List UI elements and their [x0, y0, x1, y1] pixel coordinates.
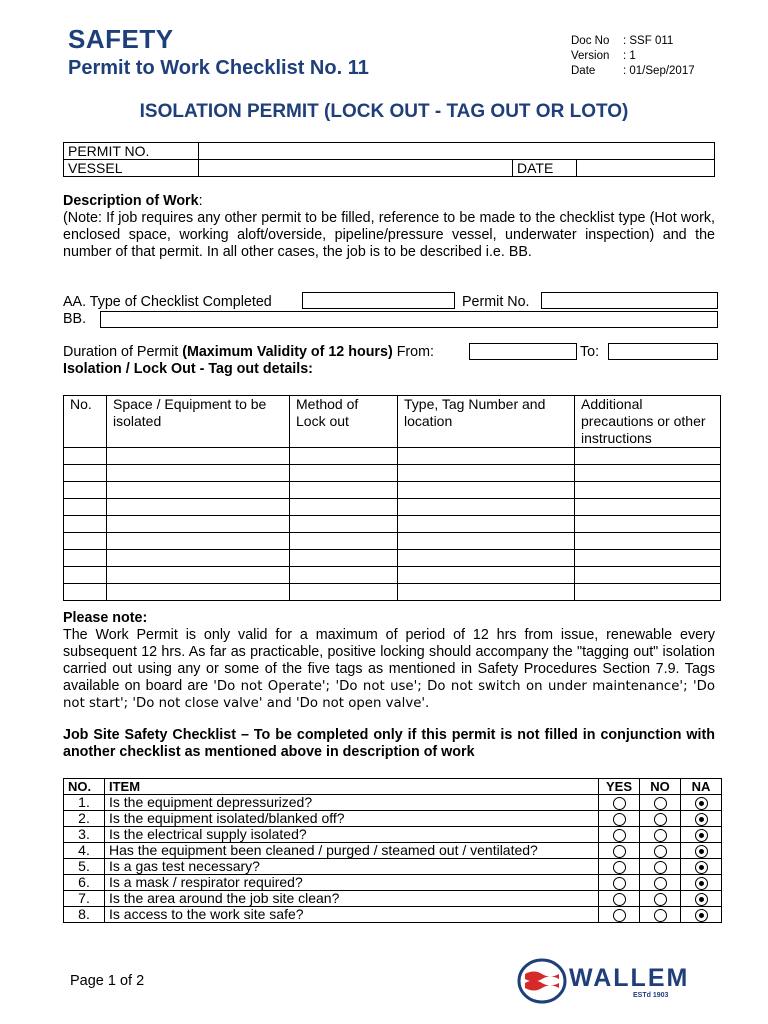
isolation-cell[interactable]: [398, 567, 575, 584]
isolation-cell[interactable]: [107, 448, 290, 465]
checklist-cell-no: [640, 875, 681, 891]
isolation-cell[interactable]: [575, 533, 721, 550]
radio-na-icon[interactable]: [695, 893, 708, 906]
isolation-cell[interactable]: [398, 550, 575, 567]
checklist-cell-na: [681, 891, 722, 907]
isolation-cell[interactable]: [575, 465, 721, 482]
checklist-no: 7.: [64, 891, 105, 907]
page-title: ISOLATION PERMIT (LOCK OUT - TAG OUT OR LOTO): [139, 101, 629, 122]
isolation-cell[interactable]: [398, 516, 575, 533]
checklist-cell-yes: [599, 875, 640, 891]
radio-no-icon[interactable]: [654, 893, 667, 906]
isolation-cell[interactable]: [290, 448, 398, 465]
isolation-cell[interactable]: [64, 465, 107, 482]
checklist-no: 2.: [64, 811, 105, 827]
date-field[interactable]: [577, 160, 715, 177]
isolation-row: [64, 516, 721, 533]
isolation-cell[interactable]: [398, 584, 575, 601]
isolation-cell[interactable]: [107, 533, 290, 550]
isolation-row: [64, 584, 721, 601]
doc-heading: SAFETY: [68, 24, 174, 54]
isolation-heading: Isolation / Lock Out - Tag out details:: [63, 361, 313, 377]
meta-row: [571, 64, 695, 79]
tags-text: 'Do not Operate'; 'Do not use'; Do not switch on under maintenance'; 'Do not start'; 'Do not close valve' and 'Do not open valve'.: [63, 679, 715, 711]
isolation-cell[interactable]: [575, 448, 721, 465]
isolation-cell[interactable]: [64, 516, 107, 533]
jobsite-heading: Job Site Safety Checklist – To be completed only if this permit is not filled in conjunction with another checklist as mentioned above in description of work: [63, 727, 715, 760]
checklist-table: [63, 778, 722, 923]
col-no: NO.: [64, 779, 105, 795]
col-no: No.: [64, 396, 107, 448]
isolation-cell[interactable]: [290, 516, 398, 533]
checklist-row: [64, 843, 722, 859]
vessel-field[interactable]: [199, 160, 513, 177]
radio-yes-icon[interactable]: [613, 877, 626, 890]
radio-yes-icon[interactable]: [613, 893, 626, 906]
description-section: [63, 193, 715, 261]
isolation-row: [64, 448, 721, 465]
aa-permit-no-field[interactable]: [541, 292, 718, 309]
meta-value: : 01/Sep/2017: [623, 65, 695, 77]
radio-no-icon[interactable]: [654, 813, 667, 826]
isolation-cell[interactable]: [398, 499, 575, 516]
checklist-cell-yes: [599, 891, 640, 907]
isolation-cell[interactable]: [107, 550, 290, 567]
radio-no-icon[interactable]: [654, 829, 667, 842]
col-yes: YES: [599, 779, 640, 795]
checklist-item: Is a mask / respirator required?: [105, 875, 599, 891]
permit-no-label: PERMIT NO.: [64, 143, 199, 160]
checklist-no: 5.: [64, 859, 105, 875]
checklist-no: 3.: [64, 827, 105, 843]
checklist-row: [64, 827, 722, 843]
radio-na-icon[interactable]: [695, 829, 708, 842]
from-label: From:: [392, 344, 435, 360]
checklist-cell-yes: [599, 843, 640, 859]
col-method: Method of Lock out: [290, 396, 398, 448]
radio-no-icon[interactable]: [654, 845, 667, 858]
bb-field[interactable]: [100, 311, 718, 328]
isolation-cell[interactable]: [290, 584, 398, 601]
isolation-cell[interactable]: [107, 567, 290, 584]
duration-validity: (Maximum Validity of 12 hours): [182, 344, 393, 360]
meta-key: Version: [571, 50, 610, 62]
checklist-item: Is a gas test necessary?: [105, 859, 599, 875]
radio-no-icon[interactable]: [654, 877, 667, 890]
meta-value: : 1: [623, 50, 636, 62]
checklist-cell-na: [681, 859, 722, 875]
checklist-cell-na: [681, 907, 722, 923]
isolation-cell[interactable]: [64, 567, 107, 584]
isolation-cell[interactable]: [107, 482, 290, 499]
checklist-cell-na: [681, 827, 722, 843]
radio-na-icon[interactable]: [695, 877, 708, 890]
radio-na-icon[interactable]: [695, 797, 708, 810]
col-space: Space / Equipment to be isolated: [107, 396, 290, 448]
duration-line: [63, 344, 434, 360]
radio-yes-icon[interactable]: [613, 797, 626, 810]
checklist-row: [64, 907, 722, 923]
to-label: To:: [580, 344, 600, 360]
isolation-cell[interactable]: [290, 482, 398, 499]
checklist-row: [64, 875, 722, 891]
checklist-no: 6.: [64, 875, 105, 891]
col-additional: Additional precautions or other instructions: [575, 396, 721, 448]
isolation-row: [64, 567, 721, 584]
checklist-cell-na: [681, 875, 722, 891]
checklist-no: 1.: [64, 795, 105, 811]
aa-label: AA. Type of Checklist Completed: [63, 294, 272, 310]
isolation-cell[interactable]: [398, 482, 575, 499]
isolation-table: [63, 395, 721, 601]
aa-permit-no-label: Permit No.: [462, 294, 530, 310]
radio-yes-icon[interactable]: [613, 909, 626, 922]
isolation-cell[interactable]: [398, 448, 575, 465]
isolation-cell[interactable]: [575, 499, 721, 516]
doc-meta: [571, 34, 695, 79]
checklist-item: Is the electrical supply isolated?: [105, 827, 599, 843]
wallem-logo: [517, 958, 697, 1006]
page-number: Page 1 of 2: [70, 973, 145, 989]
permit-info-table: [63, 142, 715, 177]
brand-established: ESTd 1903: [633, 992, 669, 999]
radio-no-icon[interactable]: [654, 861, 667, 874]
isolation-cell[interactable]: [575, 567, 721, 584]
isolation-cell[interactable]: [290, 465, 398, 482]
isolation-row: [64, 465, 721, 482]
note-heading: Please note:: [63, 610, 148, 626]
isolation-row: [64, 499, 721, 516]
checklist-type-field[interactable]: [302, 292, 455, 309]
meta-key: Date: [571, 65, 596, 77]
permit-no-field[interactable]: [199, 143, 715, 160]
checklist-cell-yes: [599, 859, 640, 875]
isolation-cell[interactable]: [64, 584, 107, 601]
isolation-cell[interactable]: [107, 584, 290, 601]
description-heading: Description of Work: [63, 193, 199, 209]
checklist-item: Is the area around the job site clean?: [105, 891, 599, 907]
radio-na-icon[interactable]: [695, 813, 708, 826]
checklist-cell-na: [681, 795, 722, 811]
isolation-cell[interactable]: [575, 550, 721, 567]
date-label: DATE: [513, 160, 577, 177]
checklist-row: [64, 795, 722, 811]
col-item: ITEM: [105, 779, 599, 795]
duration-label: Duration of Permit: [63, 344, 183, 360]
doc-subheading: Permit to Work Checklist No. 11: [68, 57, 369, 79]
to-field[interactable]: [608, 343, 718, 360]
radio-na-icon[interactable]: [695, 845, 708, 858]
checklist-row: [64, 891, 722, 907]
isolation-cell[interactable]: [64, 448, 107, 465]
isolation-cell[interactable]: [575, 482, 721, 499]
checklist-item: Is access to the work site safe?: [105, 907, 599, 923]
checklist-cell-yes: [599, 827, 640, 843]
bb-label: BB.: [63, 311, 87, 327]
checklist-cell-yes: [599, 811, 640, 827]
isolation-cell[interactable]: [290, 567, 398, 584]
checklist-cell-no: [640, 843, 681, 859]
isolation-row: [64, 550, 721, 567]
from-field[interactable]: [469, 343, 577, 360]
meta-key: Doc No: [571, 35, 610, 47]
col-na: NA: [681, 779, 722, 795]
isolation-cell[interactable]: [64, 482, 107, 499]
col-type: Type, Tag Number and location: [398, 396, 575, 448]
checklist-cell-no: [640, 859, 681, 875]
checklist-cell-no: [640, 907, 681, 923]
meta-value: : SSF 011: [623, 35, 674, 47]
radio-no-icon[interactable]: [654, 797, 667, 810]
isolation-cell[interactable]: [107, 465, 290, 482]
isolation-cell[interactable]: [290, 533, 398, 550]
isolation-row: [64, 533, 721, 550]
checklist-cell-na: [681, 811, 722, 827]
flag-icon: [517, 958, 567, 1004]
checklist-cell-no: [640, 811, 681, 827]
checklist-cell-yes: [599, 795, 640, 811]
isolation-cell[interactable]: [398, 465, 575, 482]
checklist-cell-no: [640, 891, 681, 907]
checklist-row: [64, 811, 722, 827]
radio-yes-icon[interactable]: [613, 829, 626, 842]
checklist-cell-no: [640, 795, 681, 811]
isolation-cell[interactable]: [107, 499, 290, 516]
radio-yes-icon[interactable]: [613, 813, 626, 826]
checklist-item: Is the equipment isolated/blanked off?: [105, 811, 599, 827]
checklist-cell-yes: [599, 907, 640, 923]
col-no-answer: NO: [640, 779, 681, 795]
checklist-cell-no: [640, 827, 681, 843]
isolation-cell[interactable]: [575, 584, 721, 601]
checklist-no: 8.: [64, 907, 105, 923]
checklist-row: [64, 859, 722, 875]
isolation-cell[interactable]: [398, 533, 575, 550]
description-note: (Note: If job requires any other permit to be filled, reference to be made to the checklist type (Hot work, enclosed space, working aloft/overside, pipeline/pressure vessel, underwater inspection) and the number of that permit. In all other cases, the job is to be described i.e. BB.: [63, 210, 715, 260]
radio-yes-icon[interactable]: [613, 845, 626, 858]
checklist-item: Has the equipment been cleaned / purged / steamed out / ventilated?: [105, 843, 599, 859]
brand-name: WALLEM: [569, 964, 690, 992]
meta-row: [571, 49, 695, 64]
isolation-cell[interactable]: [107, 516, 290, 533]
isolation-cell[interactable]: [290, 499, 398, 516]
isolation-row: [64, 482, 721, 499]
note-text: The Work Permit is only valid for a maximum of period of 12 hrs from issue, renewable every subsequent 12 hrs. As far as practicable, positive locking should accompany the "tagging out" isolation carried out using any or some of the five tags as mentioned in Safety Procedures Section 7.9. Tags available on board are: [63, 627, 715, 694]
meta-row: [571, 34, 695, 49]
isolation-cell[interactable]: [64, 533, 107, 550]
radio-na-icon[interactable]: [695, 909, 708, 922]
note-section: [63, 610, 715, 712]
isolation-cell[interactable]: [64, 550, 107, 567]
checklist-no: 4.: [64, 843, 105, 859]
description-colon: :: [198, 193, 203, 209]
checklist-cell-na: [681, 843, 722, 859]
vessel-label: VESSEL: [64, 160, 199, 177]
checklist-item: Is the equipment depressurized?: [105, 795, 599, 811]
isolation-cell[interactable]: [64, 499, 107, 516]
radio-na-icon[interactable]: [695, 861, 708, 874]
radio-yes-icon[interactable]: [613, 861, 626, 874]
isolation-cell[interactable]: [290, 550, 398, 567]
isolation-cell[interactable]: [575, 516, 721, 533]
radio-no-icon[interactable]: [654, 909, 667, 922]
